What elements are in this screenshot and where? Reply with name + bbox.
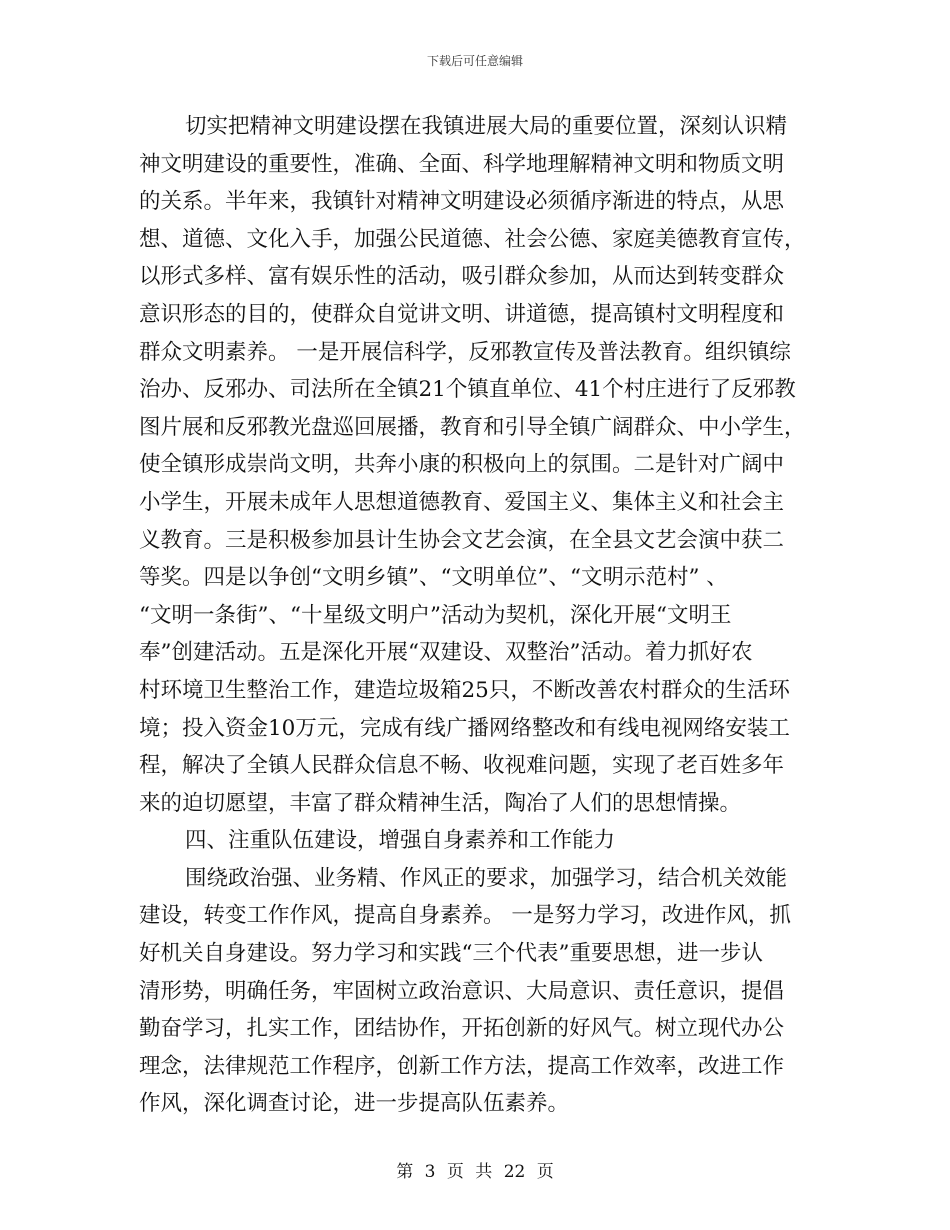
text-line: 义教育。三是积极参加县计生协会文艺会演，在全县文艺会演中获二 [139, 527, 785, 553]
text-line: 想、道德、文化入手，加强公民道德、社会公德、家庭美德教育宣传， [139, 226, 806, 252]
text-line: 清形势，明确任务，牢固树立政治意识、大局意识、责任意识，提倡 [139, 978, 785, 1004]
text-line: 图片展和反邪教光盘巡回展播，教育和引导全镇广阔群众、中小学生， [139, 414, 806, 440]
page-number: 第 3 页 共 22 页 [396, 1162, 554, 1182]
text-line: 神文明建设的重要性，准确、全面、科学地理解精神文明和物质文明 [139, 151, 785, 177]
text-line: 切实把精神文明建设摆在我镇进展大局的重要位置，深刻认识精 [185, 114, 788, 139]
document-body [139, 108, 809, 1123]
text-line: 奉”创建活动。五是深化开展“双建设、双整治”活动。着力抓好农 [139, 640, 753, 666]
text-line: 以形式多样、富有娱乐性的活动，吸引群众参加，从而达到转变群众 [139, 264, 785, 290]
text-line: 群众文明素养。 一是开展信科学，反邪教宣传及普法教育。组织镇综 [139, 339, 791, 365]
text-line: 理念，法律规范工作程序，创新工作方法，提高工作效率，改进工作 [139, 1053, 785, 1079]
text-line: 的关系。半年来，我镇针对精神文明建设必须循序渐进的特点，从思 [139, 189, 785, 215]
text-line: 使全镇形成崇尚文明，共奔小康的积极向上的氛围。二是针对广阔中 [139, 452, 785, 478]
page-header: 下载后可任意编辑 [426, 54, 523, 68]
text-line: 等奖。四是以争创“文明乡镇”、“文明单位”、“文明示范村” 、 [139, 565, 728, 591]
text-line: 围绕政治强、业务精、作风正的要求，加强学习，结合机关效能 [185, 865, 788, 891]
text-line: 小学生，开展未成年人思想道德教育、爱国主义、集体主义和社会主 [139, 489, 785, 515]
text-line: 勤奋学习，扎实工作，团结协作，开拓创新的好风气。树立现代办公 [139, 1016, 785, 1042]
text-line: “文明一条街”、“十星级文明户”活动为契机，深化开展“文明王 [139, 602, 732, 628]
text-line: 村环境卫生整治工作，建造垃圾箱25只，不断改善农村群众的生活环 [139, 677, 790, 703]
text-line: 建设，转变工作作风，提高自身素养。 一是努力学习，改进作风，抓 [139, 903, 791, 929]
text-line: 作风，深化调查讨论，进一步提高队伍素养。 [139, 1091, 570, 1117]
text-line: 意识形态的目的，使群众自觉讲文明、讲道德，提高镇村文明程度和 [139, 301, 785, 327]
section-heading: 四、注重队伍建设，增强自身素养和工作能力 [185, 828, 616, 854]
text-line: 来的迫切愿望，丰富了群众精神生活，陶冶了人们的思想情操。 [139, 790, 742, 816]
text-line: 治办、反邪办、司法所在全镇21个镇直单位、41个村庄进行了反邪教 [139, 377, 796, 403]
text-line: 程，解决了全镇人民群众信息不畅、收视难问题，实现了老百姓多年 [139, 753, 785, 779]
text-line: 境；投入资金10万元，完成有线广播网络整改和有线电视网络安装工 [139, 715, 790, 741]
text-line: 好机关自身建设。努力学习和实践“三个代表”重要思想，进一步认 [139, 941, 763, 967]
